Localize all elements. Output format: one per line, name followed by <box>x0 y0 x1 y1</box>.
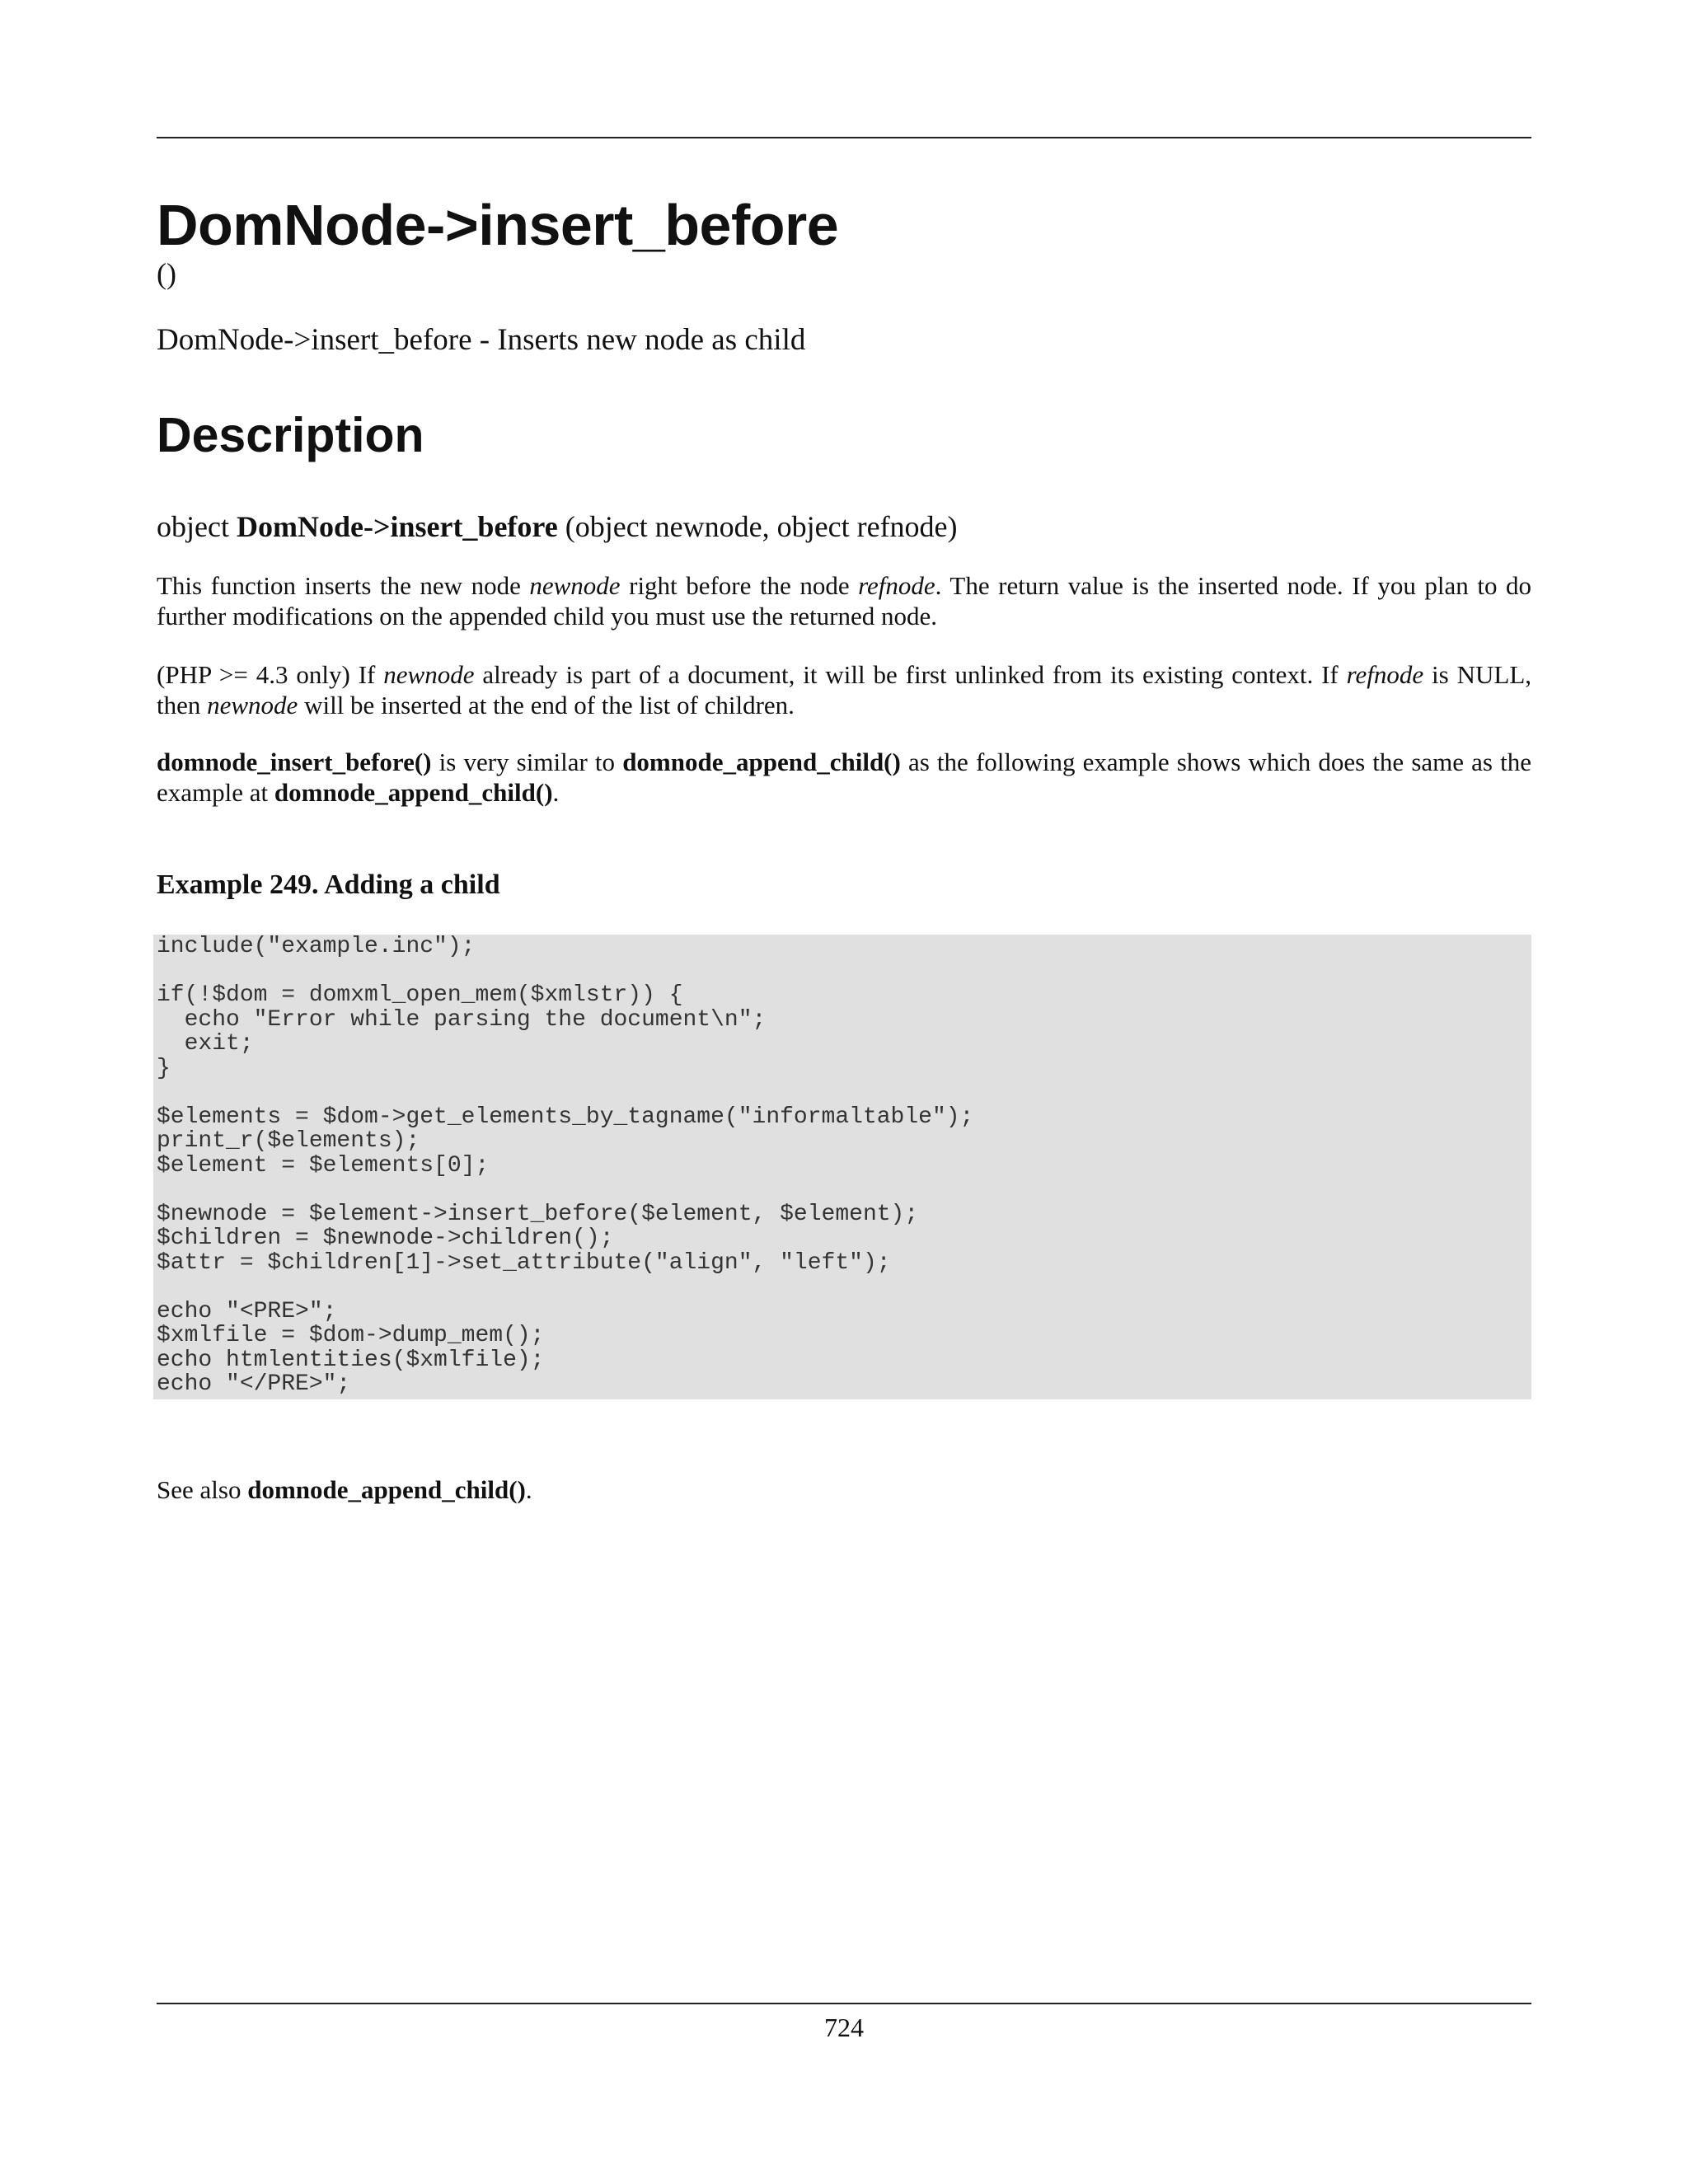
page-number: 724 <box>824 2013 864 2042</box>
para3-text-2: as the following example shows which does the same as the example at <box>157 748 1531 807</box>
para2-param-refnode: refnode <box>1346 660 1424 689</box>
bottom-rule <box>157 2003 1531 2004</box>
see-also-function: domnode_append_child() <box>247 1475 526 1504</box>
title-parens: () <box>157 257 176 290</box>
para2-text-1: (PHP >= 4.3 only) If <box>157 660 384 689</box>
para1-text-1: This function inserts the new node <box>157 571 530 600</box>
synopsis-function-name: DomNode->insert_before <box>236 510 558 543</box>
synopsis-return-type: object <box>157 510 229 543</box>
para3-function-append-child: domnode_append_child() <box>622 748 901 776</box>
see-also-period: . <box>525 1475 532 1504</box>
para2-param-newnode-2: newnode <box>207 691 298 719</box>
document-page <box>157 0 1531 2184</box>
para2-text-3: is NULL, then <box>157 660 1532 719</box>
function-synopsis <box>157 508 958 546</box>
ref-purpose: DomNode->insert_before - Inserts new node as child <box>157 323 806 357</box>
paragraph-php43-note <box>157 659 1531 720</box>
see-also-text: See also <box>157 1475 248 1504</box>
para3-function-insert-before: domnode_insert_before() <box>157 748 432 776</box>
para1-text-2: right before the node <box>620 571 859 600</box>
top-rule <box>157 137 1531 138</box>
code-example: include("example.inc"); if(!$dom = domxml_open_mem($xmlstr)) { echo "Error while parsing the document\n"; exit; } $elements = $dom->get_elements_by_tagname("informaltable"); print_r($elements); $element = $elements[0]; $newnode = $element->insert_before($element, $element); $children = $newnode->children(); $attr = $children[1]->set_attribute("align", "left"); echo "<PRE>"; $xmlfile = $dom->dump_mem(); echo htmlentities($xmlfile); echo "</PRE>"; <box>153 935 1531 1399</box>
para3-text-1: is very similar to <box>431 748 623 776</box>
page-title: DomNode->insert_before <box>157 193 839 257</box>
paragraph-similarity <box>157 747 1531 808</box>
para1-param-refnode: refnode <box>858 571 935 600</box>
paragraph-description <box>157 570 1531 631</box>
para1-param-newnode: newnode <box>529 571 621 600</box>
para1-text-3: . The return value is the inserted node. If you plan to do further modifications on the appended child you must use the returned node. <box>157 571 1531 630</box>
para2-param-newnode: newnode <box>383 660 475 689</box>
para2-text-4: will be inserted at the end of the list of children. <box>298 691 795 719</box>
synopsis-params: (object newnode, object refnode) <box>565 510 958 543</box>
para3-function-append-child-2: domnode_append_child() <box>274 778 553 807</box>
para2-text-2: already is part of a document, it will be first unlinked from its existing context. If <box>474 660 1347 689</box>
example-title: Example 249. Adding a child <box>157 869 500 900</box>
section-title-description: Description <box>157 408 424 462</box>
see-also <box>157 1474 532 1507</box>
para3-text-3: . <box>552 778 560 807</box>
